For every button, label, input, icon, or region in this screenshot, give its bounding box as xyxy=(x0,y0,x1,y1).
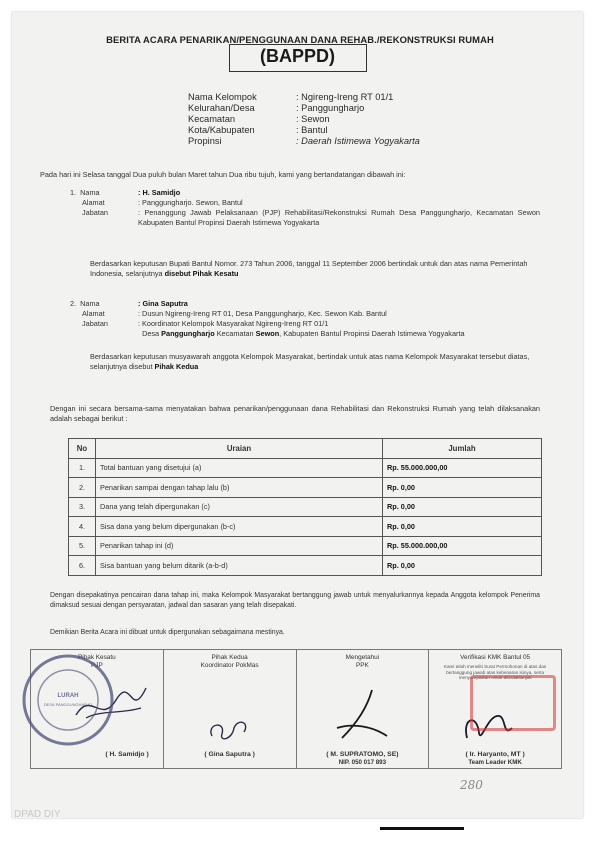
handwritten-signature-icon xyxy=(327,688,397,748)
closing-line: Demikian Berita Acara ini dibuat untuk dipergunakan sebagaimana mestinya. xyxy=(50,629,285,636)
archive-watermark: DPAD DIY xyxy=(14,809,61,820)
info-row: Propinsi : Daerah Istimewa Yogyakarta xyxy=(188,136,420,146)
table-row: 3. Dana yang telah dipergunakan (c) Rp. 0,00 xyxy=(69,497,542,517)
party-one-basis: Berdasarkan keputusan Bupati Bantul Nomor. 273 Tahun 2006, tanggal 11 September 2006 bertindak untuk dan atas nama Pemerintah Indonesia, selanjutnya disebut Pihak Kesatu xyxy=(90,259,528,279)
party-two: 2. Nama : Gina Saputra Alamat : Dusun Ngireng-Ireng RT 01, Desa Panggungharjo, Kec. Sewon Kab. Bantul Jabatan : Koordinator Kelompok Masyarakat Ngireng-Ireng RT 01/1 Desa Panggungharjo Kecamatan Sewon, Kabupaten Bantul Propinsi Daerah Istimewa Yogyakarta xyxy=(70,299,465,338)
verification-stamp-icon xyxy=(470,675,556,731)
group-info xyxy=(188,92,420,147)
info-row: Kota/Kabupaten : Bantul xyxy=(188,125,328,135)
signature-block-ppk: Mengetahui PPK ( M. SUPRATOMO, SE) NIP. 050 017 893 xyxy=(297,650,430,768)
handwritten-signature-icon xyxy=(204,716,264,746)
intro-paragraph: Pada hari ini Selasa tanggal Dua puluh bulan Maret tahun Dua ribu tujuh, kami yang bertandatangan dibawah ini: xyxy=(40,170,406,179)
table-row: 6. Sisa bantuan yang belum ditarik (a-b-d) Rp. 0,00 xyxy=(69,556,542,576)
party-one: 1. Nama : H. Samidjo Alamat : Panggungharjo. Sewon, Bantul Jabatan : Penanggung Jawab Pelaksanaan (PJP) Rehabilitasi/Rekonstruksi Rumah Desa Panggungharjo, Kecamatan Sewon Kabupaten Bantul Propinsi Daerah Istimewa Yogyakarta xyxy=(70,188,540,227)
signature-block-pokmas: Pihak Kedua Koordinator PokMas ( Gina Saputra ) xyxy=(164,650,297,768)
table-row: 5. Penarikan tahap ini (d) Rp. 55.000.000,00 xyxy=(69,536,542,556)
svg-text:LURAH: LURAH xyxy=(57,693,79,699)
closing-paragraph: Dengan disepakatinya pencairan dana tahap ini, maka Kelompok Masyarakat bertanggung jawab untuk menyalurkannya kepada Anggota kelompok Penerima dimaksud sesuai dengan persyaratan, jadwal dan sasaran yang telah disepakati. xyxy=(50,592,540,609)
scan-bar xyxy=(380,827,464,830)
statement-paragraph: Dengan ini secara bersama-sama menyatakan bahwa penarikan/penggunaan dana Rehabilitasi dan Rekonstruksi Rumah yang telah dilaksanakan adalah sebagai berikut : xyxy=(50,404,540,424)
table-row: 4. Sisa dana yang belum dipergunakan (b-c) Rp. 0,00 xyxy=(69,517,542,537)
column-header: Jumlah xyxy=(383,439,542,459)
table-row: 1. Total bantuan yang disetujui (a) Rp. 55.000.000,00 xyxy=(69,458,542,478)
party-two-basis: Berdasarkan keputusan musyawarah anggota Kelompok Masyarakat, bertindak untuk atas nama Kelompok Masyarakat tersebut diatas, selanjutnya disebut Pihak Kedua xyxy=(90,352,530,372)
info-row: Kecamatan : Sewon xyxy=(188,114,330,124)
document-subtitle: (BAPPD) xyxy=(260,46,335,66)
svg-text:DESA PANGGUNGHARJO: DESA PANGGUNGHARJO xyxy=(43,702,93,707)
info-row: Nama Kelompok : Ngireng-Ireng RT 01/1 xyxy=(188,92,394,102)
table-header-row xyxy=(69,439,542,459)
column-header: No xyxy=(69,439,96,459)
village-stamp-icon xyxy=(18,650,118,750)
table-row: 2. Penarikan sampai dengan tahap lalu (b) Rp. 0,00 xyxy=(69,478,542,498)
signature-block-pjp: Pihak Kesatu PJP ( H. Samidjo ) xyxy=(31,650,164,768)
document-title: BERITA ACARA PENARIKAN/PENGGUNAAN DANA REHAB./REKONSTRUKSI RUMAH xyxy=(106,34,494,45)
funds-table xyxy=(68,438,542,576)
handwritten-page-number: 280 xyxy=(460,778,483,792)
signature-block-kmk: Verifikasi KMK Bantul 05 Kami telah meneliti Surat Permohonan di atas dan bertanggung jawab atas kebenaran isinya, serta menyampaikan untuk ditindaklanjuti ( Ir. Haryanto, MT ) Team Leader KMK xyxy=(443,654,547,766)
column-header: Uraian xyxy=(96,439,383,459)
info-row: Kelurahan/Desa : Panggungharjo xyxy=(188,103,365,113)
